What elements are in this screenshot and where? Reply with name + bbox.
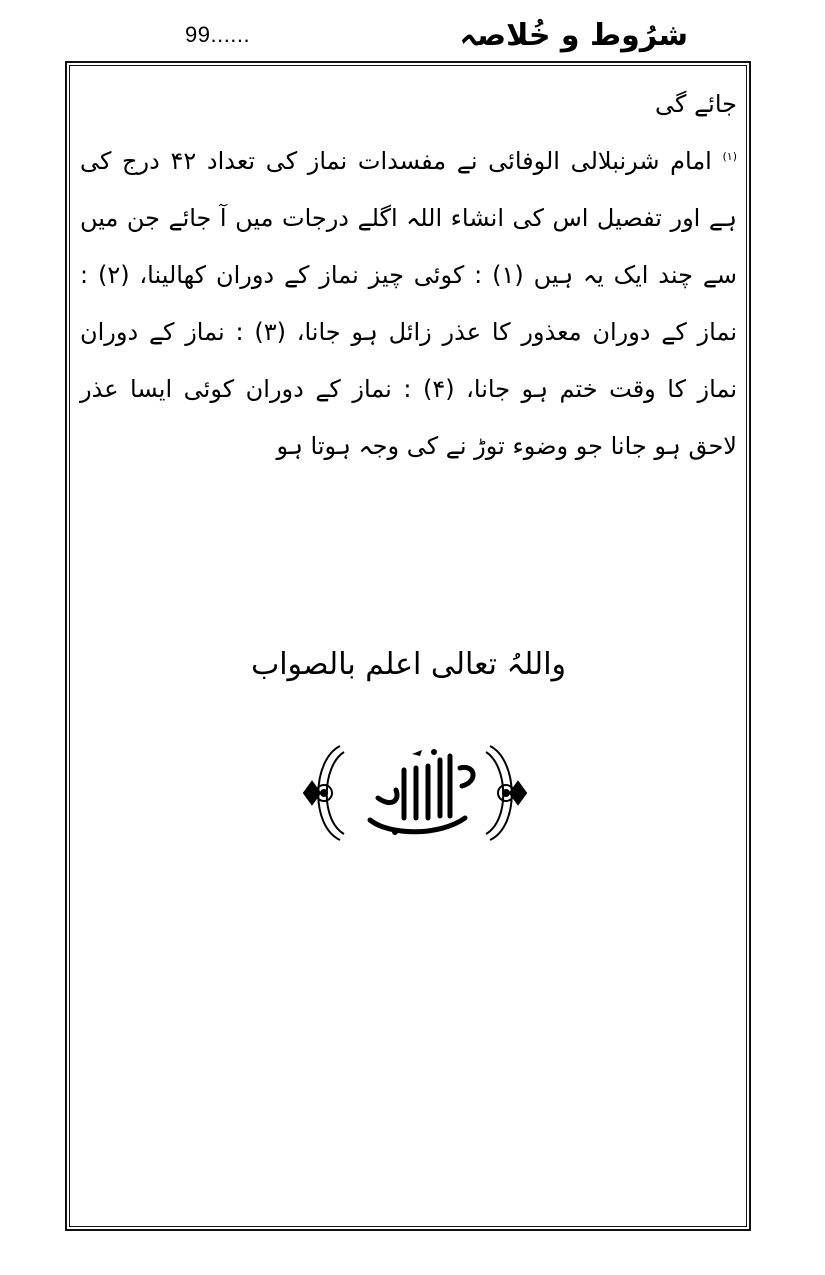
right-bracket-ornament	[486, 746, 526, 840]
bihamdillah-calligraphy-ornament	[300, 738, 530, 848]
book-title: شرُوط و خُلاصہ	[459, 18, 688, 53]
page-header	[0, 0, 825, 62]
body-text	[80, 76, 737, 475]
page-number: 99......	[185, 22, 251, 47]
opening-line: جائے گی	[655, 90, 737, 118]
calligraphy-strokes	[370, 756, 473, 832]
left-bracket-ornament	[304, 746, 344, 840]
main-paragraph	[80, 133, 737, 475]
footnote-marker: (۱)	[722, 150, 737, 163]
paragraph-text: امام شرنبلالی الوفائی نے مفسدات نماز کی تعداد ۴۲ درج کی ہے اور تفصیل اس کی انشاء اللہ اگلے درجات میں آ جائے جن میں سے چند ایک یہ ہیں (۱) : کوئی چیز نماز کے دوران کھالینا، (۲) : نماز کے دوران معذور کا عذر زائل ہو جانا، (۳) : نماز کے دوران نماز کا وقت ختم ہو جانا، (۴) : نماز کے دوران کوئی ایسا عذر لاحق ہو جانا جو وضوء توڑ نے کی وجہ ہوتا ہو	[80, 147, 738, 460]
closing-phrase: واللہُ تعالی اعلم بالصواب	[250, 647, 567, 682]
